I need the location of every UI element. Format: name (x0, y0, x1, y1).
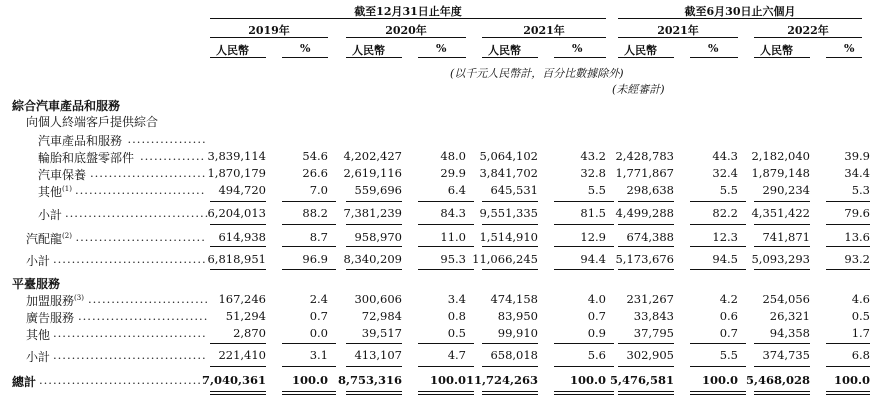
column-caption-pct: % (844, 42, 855, 55)
caption-rule-pct (418, 57, 466, 58)
amount-cell: 645,531 (490, 183, 538, 197)
amount-cell: 26,321 (769, 309, 810, 323)
row-label (12, 373, 36, 390)
caption-rule-pct (690, 57, 738, 58)
row-label (38, 183, 72, 200)
amount-cell: 37,795 (633, 326, 674, 340)
percentage-cell: 100.0 (291, 373, 328, 387)
amount-cell: 3,839,114 (207, 149, 266, 163)
row-label (26, 230, 72, 247)
caption-rule-pct (826, 57, 862, 58)
total-rule (482, 201, 538, 202)
amount-cell: 413,107 (354, 348, 402, 362)
row-label-text: 總計 (12, 375, 37, 389)
amount-cell: 302,905 (626, 348, 674, 362)
caption-rule-rmb (346, 57, 402, 58)
year-rule (346, 37, 466, 38)
percentage-cell: 32.8 (580, 166, 606, 180)
total-rule (282, 394, 336, 395)
row-label (26, 292, 84, 309)
amount-cell: 83,950 (497, 309, 538, 323)
total-rule (754, 394, 810, 395)
total-rule (754, 224, 810, 225)
leader-dots: ......................... (90, 166, 207, 180)
column-caption-rmb: 人民幣 (488, 44, 521, 57)
amount-cell: 9,551,335 (479, 206, 538, 220)
percentage-cell: 79.6 (844, 206, 870, 220)
percentage-cell: 48.0 (440, 149, 466, 163)
leader-dots: ................. (127, 132, 207, 146)
row-label (26, 326, 50, 343)
caption-rule-pct (554, 57, 606, 58)
percentage-cell: 5.5 (587, 183, 606, 197)
leader-dots: .......................... (88, 292, 210, 306)
percentage-cell: 88.2 (302, 206, 328, 220)
total-rule (618, 224, 674, 225)
row-label-text: 汽車保養 (38, 168, 87, 182)
amount-cell: 72,984 (361, 309, 402, 323)
percentage-cell: 3.1 (309, 348, 328, 362)
total-rule (554, 269, 614, 270)
total-rule (210, 246, 266, 247)
column-caption-pct: % (572, 42, 583, 55)
leader-dots: ................................. (53, 348, 207, 362)
year-header: 2021年 (657, 24, 699, 37)
percentage-cell: 12.9 (580, 230, 606, 244)
caption-rule-pct (282, 57, 328, 58)
total-rule (346, 269, 402, 270)
amount-cell: 5,468,028 (745, 373, 810, 387)
percentage-cell: 54.6 (302, 149, 328, 163)
percentage-cell: 26.6 (302, 166, 328, 180)
total-rule (690, 269, 746, 270)
total-rule (418, 269, 474, 270)
total-rule (554, 394, 614, 395)
total-rule (618, 366, 674, 367)
caption-rule-rmb (618, 57, 674, 58)
amount-cell: 7,040,361 (201, 373, 266, 387)
row-label-text: 綜合汽車產品和服務 (12, 99, 121, 113)
percentage-cell: 1.7 (851, 326, 870, 340)
amount-cell: 33,843 (633, 309, 674, 323)
percentage-cell: 0.5 (447, 326, 466, 340)
percentage-cell: 100.0 (833, 373, 870, 387)
percentage-cell: 94.5 (712, 252, 738, 266)
amount-cell: 5,093,293 (751, 252, 810, 266)
amount-cell: 658,018 (490, 348, 538, 362)
percentage-cell: 0.0 (309, 326, 328, 340)
total-rule (554, 343, 614, 344)
total-rule (482, 343, 538, 344)
percentage-cell: 0.7 (587, 309, 606, 323)
total-rule (482, 394, 538, 395)
footnote-marker: (1) (62, 185, 72, 193)
amount-cell: 8,340,209 (343, 252, 402, 266)
percentage-cell: 82.2 (712, 206, 738, 220)
amount-cell: 474,158 (490, 292, 538, 306)
total-rule (346, 394, 402, 395)
year-rule (754, 37, 862, 38)
total-rule (690, 246, 746, 247)
total-rule (418, 391, 474, 392)
total-rule (554, 366, 614, 367)
column-caption-pct: % (436, 42, 447, 55)
total-rule (282, 246, 336, 247)
amount-cell: 614,938 (218, 230, 266, 244)
total-rule (754, 201, 810, 202)
amount-cell: 741,871 (762, 230, 810, 244)
amount-cell: 51,294 (225, 309, 266, 323)
amount-cell: 167,246 (218, 292, 266, 306)
amount-cell: 2,182,040 (751, 149, 810, 163)
total-rule (754, 269, 810, 270)
percentage-cell: 95.3 (440, 252, 466, 266)
percentage-cell: 6.4 (447, 183, 466, 197)
total-rule (210, 224, 266, 225)
total-rule (826, 343, 870, 344)
total-rule (690, 224, 746, 225)
amount-cell: 3,841,702 (479, 166, 538, 180)
year-header: 2022年 (787, 24, 829, 37)
amount-cell: 1,514,910 (479, 230, 538, 244)
row-label-text: 向個人終端客戶提供綜合 (26, 115, 159, 129)
percentage-cell: 3.4 (447, 292, 466, 306)
row-label-text: 其他 (26, 328, 51, 342)
total-rule (554, 224, 614, 225)
year-end-group-rule (210, 18, 606, 19)
amount-cell: 2,619,116 (343, 166, 402, 180)
total-rule (690, 343, 746, 344)
column-caption-rmb: 人民幣 (216, 44, 249, 57)
leader-dots: ............................... (65, 206, 210, 220)
total-rule (282, 201, 336, 202)
total-rule (618, 201, 674, 202)
amount-cell: 6,204,013 (207, 206, 266, 220)
year-header: 2021年 (523, 24, 565, 37)
leader-dots: ................................. (53, 326, 207, 340)
total-rule (690, 394, 746, 395)
row-label-text: 小計 (26, 254, 51, 268)
total-rule (346, 343, 402, 344)
amount-cell: 300,606 (354, 292, 402, 306)
percentage-cell: 2.4 (309, 292, 328, 306)
caption-rule-rmb (754, 57, 810, 58)
row-label-text: 其他 (38, 185, 63, 199)
total-rule (690, 366, 746, 367)
percentage-cell: 4.2 (719, 292, 738, 306)
amount-cell: 99,910 (497, 326, 538, 340)
total-rule (210, 391, 266, 392)
percentage-cell: 84.3 (440, 206, 466, 220)
row-label (38, 206, 62, 223)
leader-dots: ............................ (75, 183, 206, 197)
percentage-cell: 44.3 (712, 149, 738, 163)
amount-cell: 4,499,288 (615, 206, 674, 220)
amount-cell: 1,870,179 (207, 166, 266, 180)
footnote-marker: (2) (62, 232, 72, 240)
caption-rule-rmb (210, 57, 266, 58)
amount-cell: 298,638 (626, 183, 674, 197)
total-rule (282, 391, 336, 392)
total-rule (210, 394, 266, 395)
amount-cell: 5,064,102 (479, 149, 538, 163)
percentage-cell: 0.5 (851, 309, 870, 323)
total-rule (618, 246, 674, 247)
percentage-cell: 8.7 (309, 230, 328, 244)
row-label-text: 汽車產品和服務 (38, 134, 123, 148)
column-caption-pct: % (300, 42, 311, 55)
row-label-text: 汽配龍 (26, 232, 63, 246)
year-rule (482, 37, 606, 38)
year-rule (210, 37, 328, 38)
row-label-text: 加盟服務 (26, 294, 75, 308)
total-rule (826, 269, 870, 270)
total-rule (482, 246, 538, 247)
year-header: 2019年 (248, 24, 290, 37)
column-caption-rmb: 人民幣 (624, 44, 657, 57)
six-month-group-rule (618, 18, 862, 19)
total-rule (282, 224, 336, 225)
amount-cell: 674,388 (626, 230, 674, 244)
amount-cell: 94,358 (769, 326, 810, 340)
total-rule (210, 343, 266, 344)
percentage-cell: 4.0 (587, 292, 606, 306)
total-rule (282, 269, 336, 270)
total-rule (418, 246, 474, 247)
row-label (38, 132, 122, 149)
row-label (38, 149, 134, 166)
row-label-text: 廣告服務 (26, 311, 75, 325)
amount-cell: 494,720 (218, 183, 266, 197)
leader-dots: .............. (140, 149, 206, 163)
total-rule (618, 269, 674, 270)
amount-cell: 559,696 (354, 183, 402, 197)
percentage-cell: 5.5 (719, 348, 738, 362)
percentage-cell: 100.0 (569, 373, 606, 387)
total-rule (418, 394, 474, 395)
year-end-group-title: 截至12月31日止年度 (354, 5, 462, 18)
total-rule (418, 201, 474, 202)
total-rule (210, 366, 266, 367)
total-rule (482, 391, 538, 392)
total-rule (418, 366, 474, 367)
column-caption-pct: % (708, 42, 719, 55)
percentage-cell: 0.8 (447, 309, 466, 323)
total-rule (690, 391, 746, 392)
percentage-cell: 12.3 (712, 230, 738, 244)
year-header: 2020年 (385, 24, 427, 37)
row-label-text: 輪胎和底盤零部件 (38, 151, 135, 165)
total-rule (618, 394, 674, 395)
amount-cell: 7,381,239 (343, 206, 402, 220)
percentage-cell: 13.6 (844, 230, 870, 244)
row-label (38, 166, 86, 183)
total-rule (418, 343, 474, 344)
row-label-text: 小計 (26, 350, 51, 364)
total-rule (754, 246, 810, 247)
total-rule (346, 201, 402, 202)
percentage-cell: 81.5 (580, 206, 606, 220)
total-rule (418, 224, 474, 225)
unit-note: (以千元人民幣計，百分比數據除外) (450, 67, 624, 80)
column-caption-rmb: 人民幣 (760, 44, 793, 57)
amount-cell: 5,476,581 (609, 373, 674, 387)
footnote-marker: (3) (74, 294, 84, 302)
percentage-cell: 5.6 (587, 348, 606, 362)
total-rule (826, 391, 870, 392)
total-rule (482, 269, 538, 270)
leader-dots: ............................ (75, 230, 206, 244)
amount-cell: 231,267 (626, 292, 674, 306)
six-month-group-title: 截至6月30日止六個月 (684, 5, 796, 18)
amount-cell: 374,735 (762, 348, 810, 362)
amount-cell: 5,173,676 (615, 252, 674, 266)
amount-cell: 221,410 (218, 348, 266, 362)
caption-rule-rmb (482, 57, 538, 58)
amount-cell: 11,724,263 (465, 373, 538, 387)
unaudited-note: (未經審計) (612, 83, 665, 96)
percentage-cell: 11.0 (440, 230, 466, 244)
total-rule (346, 366, 402, 367)
percentage-cell: 34.4 (844, 166, 870, 180)
leader-dots: .................................... (39, 373, 207, 387)
total-rule (754, 366, 810, 367)
total-rule (482, 366, 538, 367)
percentage-cell: 0.7 (309, 309, 328, 323)
total-rule (554, 391, 614, 392)
total-rule (482, 224, 538, 225)
total-rule (346, 224, 402, 225)
total-rule (210, 269, 266, 270)
percentage-cell: 93.2 (844, 252, 870, 266)
amount-cell: 4,202,427 (343, 149, 402, 163)
leader-dots: ................................. (53, 252, 207, 266)
percentage-cell: 100.0 (429, 373, 466, 387)
year-rule (618, 37, 738, 38)
total-rule (754, 391, 810, 392)
total-rule (826, 224, 870, 225)
percentage-cell: 29.9 (440, 166, 466, 180)
percentage-cell: 94.4 (580, 252, 606, 266)
percentage-cell: 0.7 (719, 326, 738, 340)
row-label (12, 275, 60, 292)
percentage-cell: 39.9 (844, 149, 870, 163)
total-rule (282, 366, 336, 367)
total-rule (554, 246, 614, 247)
total-rule (690, 201, 746, 202)
total-rule (826, 201, 870, 202)
percentage-cell: 96.9 (302, 252, 328, 266)
row-label (26, 309, 74, 326)
leader-dots: ............................ (78, 309, 209, 323)
total-rule (282, 343, 336, 344)
amount-cell: 11,066,245 (472, 252, 538, 266)
amount-cell: 8,753,316 (337, 373, 402, 387)
percentage-cell: 0.6 (719, 309, 738, 323)
total-rule (210, 201, 266, 202)
amount-cell: 39,517 (361, 326, 402, 340)
total-rule (754, 343, 810, 344)
total-rule (826, 394, 870, 395)
total-rule (346, 391, 402, 392)
amount-cell: 1,771,867 (615, 166, 674, 180)
total-rule (554, 201, 614, 202)
percentage-cell: 4.7 (447, 348, 466, 362)
row-label (26, 348, 50, 365)
total-rule (826, 246, 870, 247)
amount-cell: 1,879,148 (751, 166, 810, 180)
amount-cell: 4,351,422 (751, 206, 810, 220)
total-rule (346, 246, 402, 247)
total-rule (826, 366, 870, 367)
percentage-cell: 5.5 (719, 183, 738, 197)
percentage-cell: 32.4 (712, 166, 738, 180)
percentage-cell: 5.3 (851, 183, 870, 197)
row-label (26, 113, 158, 130)
row-label (26, 252, 50, 269)
percentage-cell: 43.2 (580, 149, 606, 163)
row-label-text: 小計 (38, 208, 63, 222)
percentage-cell: 7.0 (309, 183, 328, 197)
row-label (12, 97, 120, 114)
total-rule (618, 343, 674, 344)
amount-cell: 2,870 (233, 326, 266, 340)
column-caption-rmb: 人民幣 (352, 44, 385, 57)
percentage-cell: 6.8 (851, 348, 870, 362)
percentage-cell: 100.0 (701, 373, 738, 387)
percentage-cell: 4.6 (851, 292, 870, 306)
total-rule (618, 391, 674, 392)
amount-cell: 290,234 (762, 183, 810, 197)
amount-cell: 254,056 (762, 292, 810, 306)
percentage-cell: 0.9 (587, 326, 606, 340)
amount-cell: 6,818,951 (207, 252, 266, 266)
amount-cell: 2,428,783 (615, 149, 674, 163)
amount-cell: 958,970 (354, 230, 402, 244)
row-label-text: 平臺服務 (12, 277, 61, 291)
